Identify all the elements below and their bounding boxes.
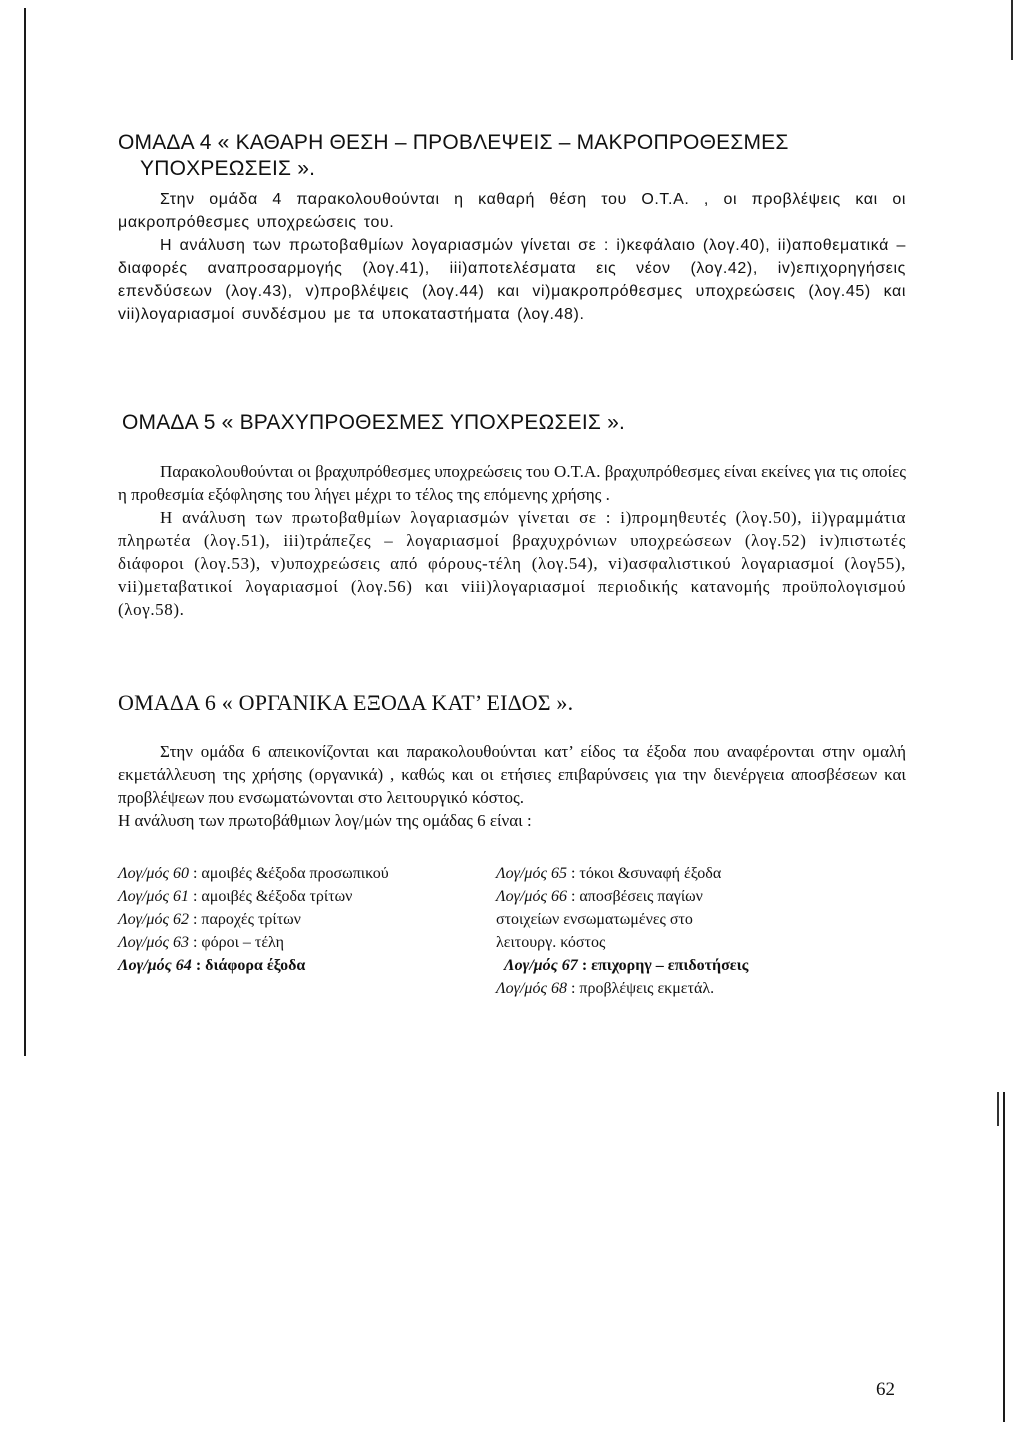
section-6-analysis-intro: Η ανάλυση των πρωτοβάθμιων λογ/μών της ομάδας 6 είναι :	[118, 811, 532, 830]
account-item-63: Λογ/μός 63 : φόροι – τέλη	[118, 934, 285, 951]
account-list-left	[118, 862, 490, 977]
section-4-intro: Στην ομάδα 4 παρακολουθούνται η καθαρή θέση του Ο.Τ.Α. , οι προβλέψεις και οι μακροπρόθεσμες υποχρεώσεις του.	[118, 191, 906, 231]
section-6-intro: Στην ομάδα 6 απεικονίζονται και παρακολουθούνται κατ’ είδος τα έξοδα που αναφέρονται στην ομαλή εκμετάλλευση της χρήσης (οργανικά) , καθώς και οι ετήσιες επιβαρύνσεις για την διενέργεια αποσβέσεων και προβλέψεων που ενσωματώνονται στο λειτουργικό κόστος.	[118, 742, 906, 807]
account-item-67: Λογ/μός 67 : επιχορηγ – επιδοτήσεις	[504, 957, 749, 974]
account-item-64: Λογ/μός 64 : διάφορα έξοδα	[118, 957, 306, 974]
section-5-heading: ΟΜΑΔΑ 5 « ΒΡΑΧΥΠΡΟΘΕΣΜΕΣ ΥΠΟΧΡΕΩΣΕΙΣ ».	[122, 411, 625, 434]
section-4	[118, 130, 906, 326]
account-item-68: Λογ/μός 68 : προβλέψεις εκμετάλ.	[496, 980, 715, 997]
section-4-heading	[118, 130, 906, 182]
scan-tick-right	[997, 1092, 999, 1126]
section-6-heading: ΟΜΑΔΑ 6 « ΟΡΓΑΝΙΚΑ ΕΞΟΔΑ ΚΑΤ’ ΕΙΔΟΣ ».	[118, 690, 574, 715]
section-5-intro: Παρακολουθούνται οι βραχυπρόθεσμες υποχρεώσεις του Ο.Τ.Α. βραχυπρόθεσμες είναι εκείνες για τις οποίες η προθεσμία εξόφλησης του λήγει μέχρι το τέλος της επόμενης χρήσης .	[118, 462, 906, 504]
page-number: 62	[876, 1379, 895, 1400]
account-item-66-cont2: λειτουργ. κόστος	[496, 934, 606, 951]
account-list-right	[496, 862, 878, 1000]
account-item-60: Λογ/μός 60 : αμοιβές &έξοδα προσωπικού	[118, 865, 389, 882]
account-item-65: Λογ/μός 65 : τόκοι &συναφή έξοδα	[496, 865, 722, 882]
account-item-66-cont1: στοιχείων ενσωματωμένες στο	[496, 911, 693, 928]
account-item-66: Λογ/μός 66 : αποσβέσεις παγίων	[496, 888, 703, 905]
section-5-analysis: Η ανάλυση των πρωτοβαθμίων λογαριασμών γίνεται σε : i)προμηθευτές (λογ.50), ii)γραμμάτια πληρωτέα (λογ.51), iii)τράπεζες – λογαριασμοί βραχυχρόνιων υποχρεώσεων (λογ.52) iv)πιστωτές διάφοροι (λογ.53), v)υποχρεώσεις από φόρους-τέλη (λογ.54), vi)ασφαλιστικού λογαριασμοί (λογ55), vii)μεταβατικοί λογαριασμοί (λογ.56) και viii)λογαριασμοί περιοδικής κατανομής προϋπολογισμού (λογ.58).	[118, 508, 906, 619]
account-item-62: Λογ/μός 62 : παροχές τρίτων	[118, 911, 301, 928]
section-4-heading-line2: ΥΠΟΧΡΕΩΣΕΙΣ ».	[140, 157, 316, 180]
section-4-analysis: Η ανάλυση των πρωτοβαθμίων λογαριασμών γίνεται σε : i)κεφάλαιο (λογ.40), ii)αποθεματικά – διαφορές αναπροσαρμογής (λογ.41), iii)αποτελέσματα εις νέον (λογ.42), iv)επιχορηγήσεις επενδύσεων (λογ.43), v)προβλέψεις (λογ.44) και vi)μακροπρόθεσμες υποχρεώσεις (λογ.45) και vii)λογαριασμοί συνδέσμου με τα υποκαταστήματα (λογ.48).	[118, 237, 906, 323]
scan-border-left	[24, 8, 26, 1056]
account-item-61: Λογ/μός 61 : αμοιβές &έξοδα τρίτων	[118, 888, 353, 905]
scan-border-right	[1003, 1092, 1005, 1422]
section-6	[118, 690, 906, 832]
scan-mark-top-right	[1011, 0, 1013, 60]
section-5	[118, 410, 906, 621]
section-4-heading-line1: ΟΜΑΔΑ 4 « ΚΑΘΑΡΗ ΘΕΣΗ – ΠΡΟΒΛΕΨΕΙΣ – ΜΑΚΡΟΠΡΟΘΕΣΜΕΣ	[118, 131, 789, 154]
